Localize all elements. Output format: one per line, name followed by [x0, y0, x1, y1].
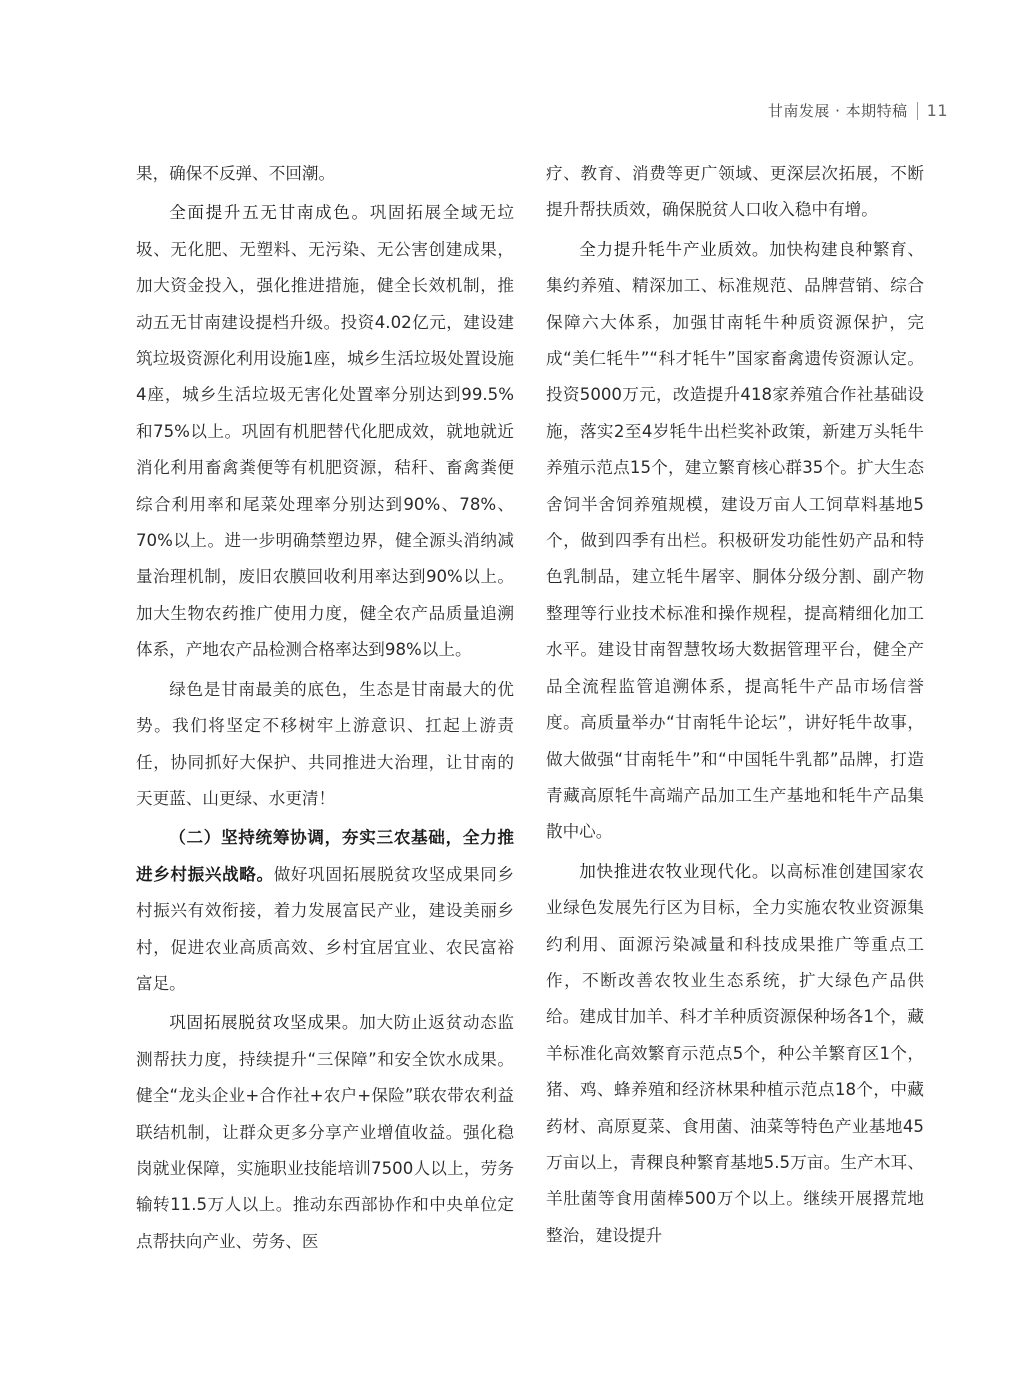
paragraph-lead: 巩固拓展脱贫攻坚成果。 [169, 1013, 360, 1033]
right-text-column [546, 156, 924, 1257]
paragraph-lead: 全面提升五无甘南成色。 [169, 203, 370, 223]
header-divider [917, 102, 918, 120]
paragraph [136, 195, 514, 668]
paragraph: 果，确保不反弹、不回潮。 [136, 164, 336, 183]
paragraph-lead: 加快推进农牧业现代化。 [579, 861, 770, 881]
paragraph-body: 巩固拓展全域无垃圾、无化肥、无塑料、无污染、无公害创建成果，加大资金投入，强化推进措施，健全长效机制，推动五无甘南建设提档升级。投资4.02亿元，建设建筑垃圾资源化利用设施1座，城乡生活垃圾处置设施4座，城乡生活垃圾无害化处置率分别达到99.5%和75%以上。巩固有机肥替代化肥成效，就地就近消化利用畜禽粪便等有机肥资源，秸秆、畜禽粪便综合利用率和尾菜处理率分别达到90%、78%、70%以上。进一步明确禁塑边界，健全源头消纳减量治理机制，废旧农膜回收利用率达到90%以上。加大生物农药推广使用力度，健全农产品质量追溯体系，产地农产品检测合格率达到98%以上。 [136, 203, 514, 660]
paragraph [136, 1005, 514, 1260]
paragraph: 疗、教育、消费等更广领域、更深层次拓展，不断提升帮扶质效，确保脱贫人口收入稳中有增。 [546, 164, 924, 220]
journal-section-title: 甘南发展 · 本期特稿 [767, 102, 908, 120]
paragraph [546, 232, 924, 851]
section-heading: （二）坚持统筹协调，夯实三农基础，全力推进乡村振兴战略。 [136, 828, 514, 884]
left-text-column [136, 156, 514, 1263]
page-number: 11 [926, 101, 948, 120]
paragraph [546, 854, 924, 1254]
paragraph: 绿色是甘南最美的底色，生态是甘南最大的优势。我们将坚定不移树牢上游意识、扛起上游责任，协同抓好大保护、共同推进大治理，让甘南的天更蓝、山更绿、水更清！ [136, 679, 514, 808]
paragraph-body: 加大防止返贫动态监测帮扶力度，持续提升“三保障”和安全饮水成果。健全“龙头企业+合作社+农户+保险”联农带农利益联结机制，让群众更多分享产业增值收益。强化稳岗就业保障，实施职业技能培训7500人以上，劳务输转11.5万人以上。推动东西部协作和中央单位定点帮扶向产业、劳务、医 [136, 1013, 515, 1251]
paragraph-body: 做好巩固拓展脱贫攻坚成果同乡村振兴有效衔接，着力发展富民产业，建设美丽乡村，促进农业高质高效、乡村宜居宜业、农民富裕富足。 [136, 864, 515, 993]
paragraph-body: 加快构建良种繁育、集约养殖、精深加工、标准规范、品牌营销、综合保障六大体系，加强甘南牦牛种质资源保护，完成“美仁牦牛”“科才牦牛”国家畜禽遗传资源认定。投资5000万元，改造提升418家养殖合作社基础设施，落实2至4岁牦牛出栏奖补政策，新建万头牦牛养殖示范点15个，建立繁育核心群35个。扩大生态舍饲半舍饲养殖规模，建设万亩人工饲草料基地5个，做到四季有出栏。积极研发功能性奶产品和特色乳制品，建立牦牛屠宰、胴体分级分割、副产物整理等行业技术标准和操作规程，提高精细化加工水平。建设甘南智慧牧场大数据管理平台，健全产品全流程监管追溯体系，提高牦牛产品市场信誉度。高质量举办“甘南牦牛论坛”，讲好牦牛故事，做大做强“甘南牦牛”和“中国牦牛乳都”品牌，打造青藏高原牦牛高端产品加工生产基地和牦牛产品集散中心。 [546, 239, 925, 842]
section-heading-paragraph [136, 820, 514, 1002]
paragraph-lead: 全力提升牦牛产业质效。 [579, 239, 770, 259]
paragraph-body: 以高标准创建国家农业绿色发展先行区为目标，全力实施农牧业资源集约利用、面源污染减量和科技成果推广等重点工作，不断改善农牧业生态系统，扩大绿色产品供给。建成甘加羊、科才羊种质资源保种场各1个，藏羊标准化高效繁育示范点5个，种公羊繁育区1个，猪、鸡、蜂养殖和经济林果种植示范点18个，中藏药材、高原夏菜、食用菌、油菜等特色产业基地45万亩以上，青稞良种繁育基地5.5万亩。生产木耳、羊肚菌等食用菌棒500万个以上。继续开展撂荒地整治，建设提升 [546, 861, 925, 1245]
running-header [768, 100, 948, 121]
